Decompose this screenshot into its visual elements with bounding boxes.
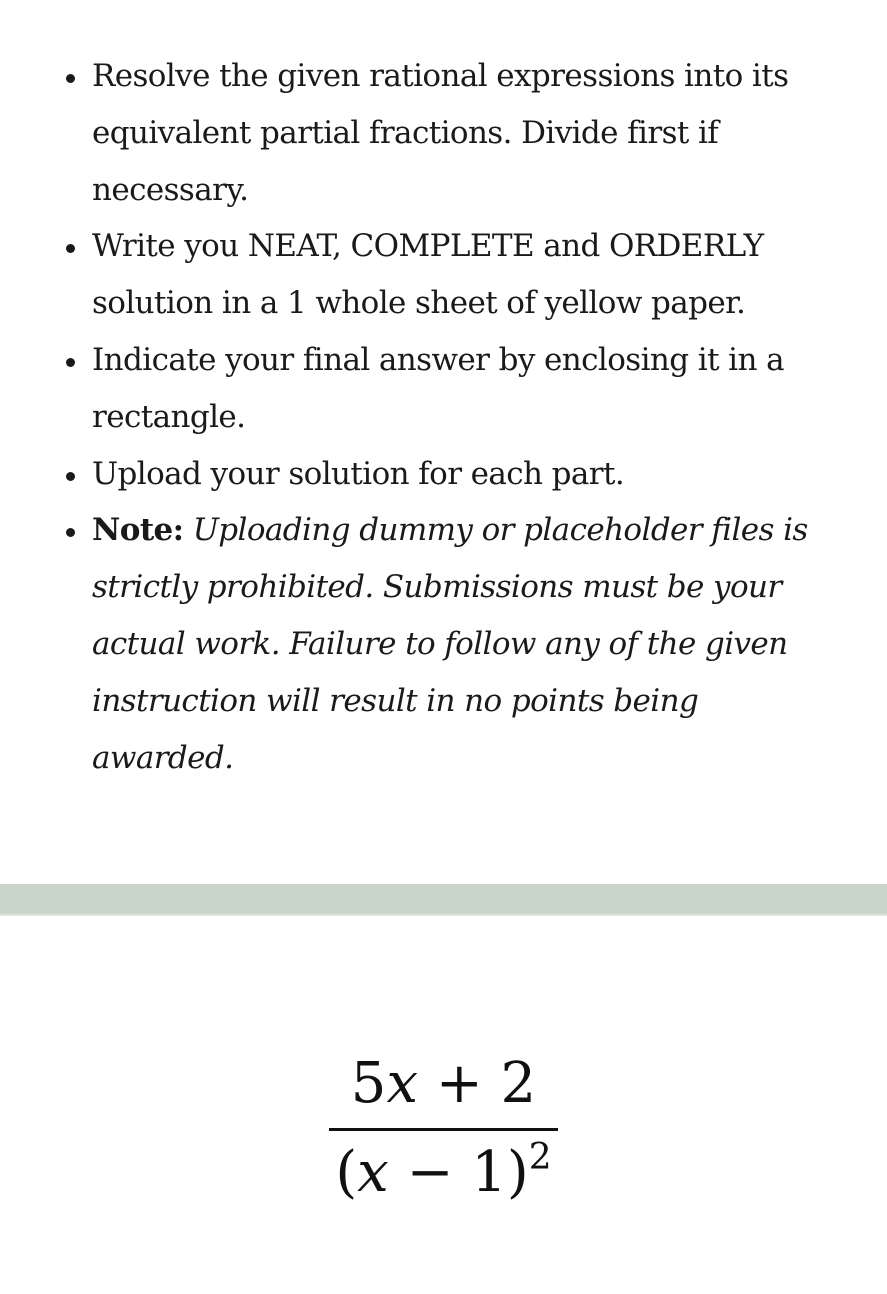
numerator-coefficient: 5	[350, 1051, 387, 1116]
note-text: Uploading dummy or placeholder files is strictly prohibited. Submissions must be your actual work. Failure to follow any of the given instruction will result in no points being awarded.	[92, 512, 808, 776]
instruction-text: Upload your solution for each part.	[92, 455, 625, 492]
fraction-denominator	[329, 1131, 558, 1209]
list-item	[0, 446, 887, 503]
denominator-exponent: 2	[528, 1137, 552, 1178]
note-label: Note:	[92, 512, 184, 549]
numerator-rest: + 2	[418, 1051, 537, 1116]
instruction-text: Resolve the given rational expressions into its equivalent partial fractions. Divide first if necessary.	[92, 58, 789, 208]
instruction-list	[0, 48, 887, 786]
instruction-text: Write you NEAT, COMPLETE and ORDERLY solution in a 1 whole sheet of yellow paper.	[92, 228, 764, 322]
fraction-numerator	[329, 1048, 558, 1128]
rational-expression	[0, 1048, 887, 1209]
fraction	[329, 1048, 558, 1209]
bullet-icon	[66, 48, 76, 105]
bullet-icon	[66, 502, 76, 559]
note-item	[0, 502, 887, 786]
list-item	[0, 332, 887, 446]
denominator-rest: − 1)	[388, 1140, 529, 1205]
instruction-text: Indicate your final answer by enclosing it in a rectangle.	[92, 341, 784, 435]
list-item	[0, 218, 887, 332]
denominator-open-paren: (	[335, 1140, 358, 1205]
bullet-icon	[66, 446, 76, 503]
list-item	[0, 48, 887, 218]
numerator-variable: x	[386, 1051, 419, 1116]
bullet-icon	[66, 218, 76, 275]
bullet-icon	[66, 332, 76, 389]
section-divider	[0, 884, 887, 916]
denominator-variable: x	[357, 1140, 389, 1205]
